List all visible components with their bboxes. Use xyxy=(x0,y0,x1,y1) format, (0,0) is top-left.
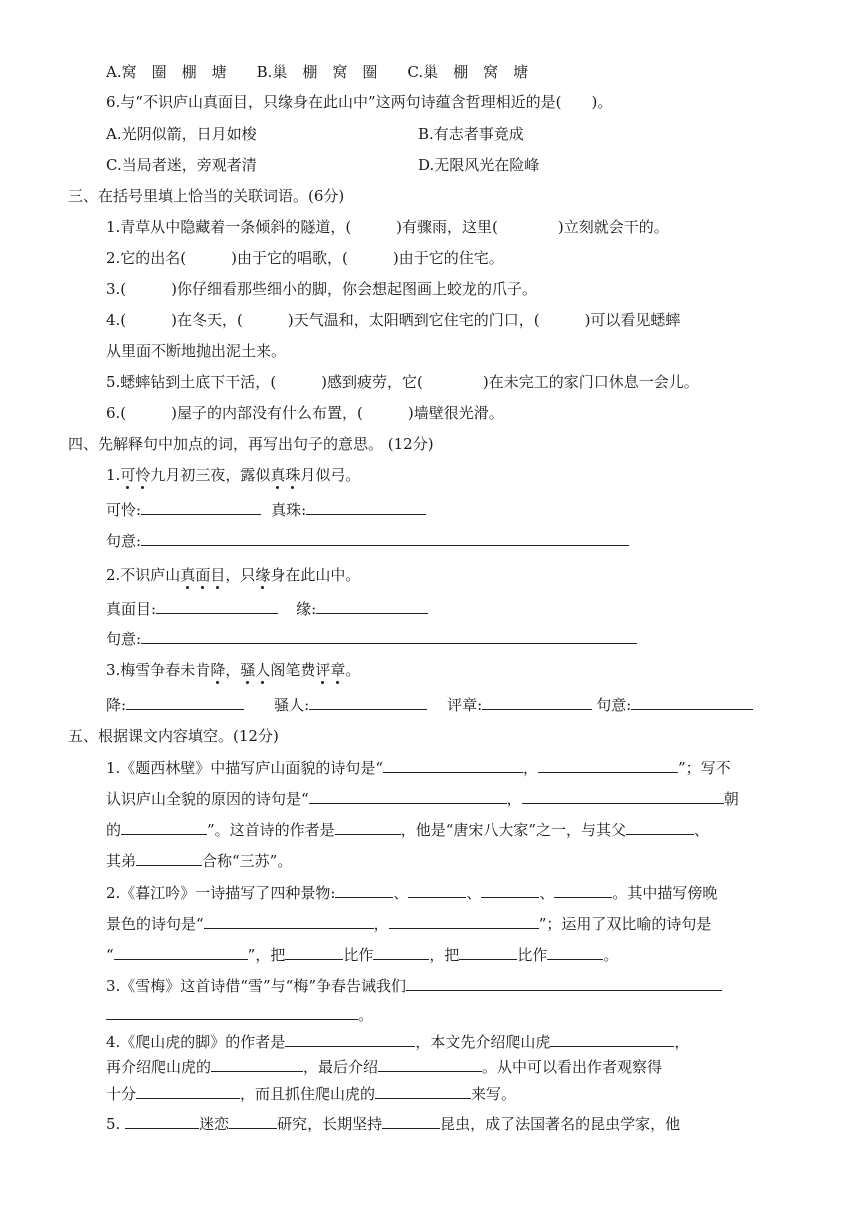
s3-item-5: 5.蟋蟀钻到土底下干活，( )感到疲劳，它( )在未完工的家门口休息一会儿。 xyxy=(106,373,699,391)
option-c[interactable]: C.巢 棚 窝 塘 xyxy=(407,63,529,81)
answer-blank[interactable] xyxy=(106,1004,358,1020)
s4-q3-prefix: 3.梅雪争春未肯 xyxy=(106,661,211,679)
s5-p4-line2 xyxy=(106,1056,662,1077)
s4-q1-prefix: 1. xyxy=(106,466,121,484)
text: 朝 xyxy=(723,790,739,808)
answer-blank[interactable] xyxy=(522,788,724,804)
answer-blank[interactable] xyxy=(481,882,539,898)
answer-blank[interactable] xyxy=(383,757,523,773)
answer-blank[interactable] xyxy=(482,694,592,710)
text: ，本文先介绍爬山虎 xyxy=(415,1033,551,1051)
section-4-title: 四、先解释句中加点的词，再写出句子的意思。 (12分) xyxy=(68,435,434,453)
text: 、 xyxy=(393,884,409,902)
answer-blank[interactable] xyxy=(306,499,426,515)
emphasis-char: 珠 xyxy=(285,466,301,484)
s3-item-4: 4.( )在冬天，( )天气温和，太阳晒到它住宅的门口，( )可以看见蟋蟀 xyxy=(106,311,681,329)
answer-blank[interactable] xyxy=(389,913,539,929)
text: 。 xyxy=(358,1006,374,1024)
text: 其弟 xyxy=(106,852,137,870)
answer-blank[interactable] xyxy=(373,944,429,960)
s5-p1-line4 xyxy=(106,850,292,871)
text: 、 xyxy=(694,821,710,839)
text: ，而且抓住爬山虎的 xyxy=(240,1085,376,1103)
field-label: 降: xyxy=(106,696,127,714)
answer-blank[interactable] xyxy=(547,944,603,960)
answer-blank[interactable] xyxy=(335,819,401,835)
section-3-title: 三、在括号里填上恰当的关联词语。(6分) xyxy=(68,187,345,205)
text: ，他是“唐宋八大家”之一，与其父 xyxy=(400,821,627,839)
text: 5. xyxy=(106,1115,126,1133)
emphasis-char: 真 xyxy=(270,466,286,484)
answer-blank[interactable] xyxy=(316,598,428,614)
s4-sentence-1 xyxy=(106,465,360,485)
answer-blank[interactable] xyxy=(408,882,466,898)
answer-blank[interactable] xyxy=(125,1113,199,1129)
text: 来写。 xyxy=(471,1085,517,1103)
answer-blank[interactable] xyxy=(554,882,612,898)
s4-q1-meaning-row xyxy=(106,530,629,551)
s4-q3-mid2: 阁笔费 xyxy=(270,661,316,679)
s5-p4-line3 xyxy=(106,1083,516,1104)
text: ”。这首诗的作者是 xyxy=(207,821,335,839)
question-6-stem: 6.与“不识庐山真面目，只缘身在此山中”这两句诗蕴含哲理相近的是( )。 xyxy=(106,93,613,111)
dotted-word xyxy=(315,661,345,679)
s4-q3-end: 。 xyxy=(345,661,361,679)
text: ， xyxy=(506,790,522,808)
s5-p1-line1 xyxy=(106,757,731,778)
option-row xyxy=(106,62,528,82)
text: ， xyxy=(674,1033,690,1051)
s4-sentence-3 xyxy=(106,660,360,680)
s5-p2-line3 xyxy=(106,944,618,965)
answer-blank[interactable] xyxy=(126,694,244,710)
q6-option-b[interactable]: B.有志者事竟成 xyxy=(418,125,524,143)
answer-blank[interactable] xyxy=(285,1031,415,1047)
s3-item-6: 6.( )屋子的内部没有什么布置，( )墙壁很光滑。 xyxy=(106,404,504,422)
text: 认识庐山全貌的原因的诗句是“ xyxy=(106,790,309,808)
text: ，把 xyxy=(429,946,460,964)
text: 研究，长期坚持 xyxy=(277,1115,383,1133)
answer-blank[interactable] xyxy=(141,499,261,515)
field-label: 真珠: xyxy=(271,501,307,519)
answer-blank[interactable] xyxy=(156,598,278,614)
emphasis-char: 真 xyxy=(180,566,196,584)
s4-q2-prefix: 2.不识庐山 xyxy=(106,566,181,584)
text: 再介绍爬山虎的 xyxy=(106,1058,212,1076)
field-label: 句意: xyxy=(106,532,142,550)
answer-blank[interactable] xyxy=(229,1113,277,1129)
emphasis-char: 缘 xyxy=(255,566,271,584)
emphasis-char: 面 xyxy=(195,566,211,584)
emphasis-char: 怜 xyxy=(135,466,151,484)
s4-q1-answer-row xyxy=(106,499,426,520)
text: 。 xyxy=(603,946,619,964)
s5-p3-line2 xyxy=(106,1004,373,1025)
answer-blank[interactable] xyxy=(309,694,427,710)
answer-blank[interactable] xyxy=(459,944,517,960)
answer-blank[interactable] xyxy=(550,1031,674,1047)
s4-q1-end: 月似弓。 xyxy=(300,466,361,484)
text: ”；运用了双比喻的诗句是 xyxy=(538,915,712,933)
text: 比作 xyxy=(517,946,548,964)
option-b[interactable]: B.巢 棚 窝 圈 xyxy=(256,63,378,81)
text: 。其中描写傍晚 xyxy=(612,884,718,902)
s5-p2-line2 xyxy=(106,913,711,934)
answer-blank[interactable] xyxy=(204,913,374,929)
answer-blank[interactable] xyxy=(382,1113,440,1129)
text: ”；写不 xyxy=(678,759,731,777)
dotted-word xyxy=(210,661,225,679)
emphasis-char: 评 xyxy=(315,661,331,679)
emphasis-char: 降 xyxy=(210,661,226,679)
text: 、 xyxy=(539,884,555,902)
text: 3.《雪梅》这首诗借“雪”与“梅”争春告诫我们 xyxy=(106,977,406,995)
text: “ xyxy=(106,946,114,964)
s4-q3-mid: ， xyxy=(225,661,241,679)
q6-option-a[interactable]: A.光阴似箭，日月如梭 xyxy=(106,125,257,143)
s4-q2-answer-row xyxy=(106,598,428,619)
answer-blank[interactable] xyxy=(335,882,393,898)
answer-blank[interactable] xyxy=(121,819,207,835)
text: 1.《题西林壁》中描写庐山面貌的诗句是“ xyxy=(106,759,383,777)
text: 。从中可以看出作者观察得 xyxy=(482,1058,663,1076)
s5-p2-line1 xyxy=(106,882,717,903)
emphasis-char: 目 xyxy=(210,566,226,584)
answer-blank[interactable] xyxy=(378,1056,482,1072)
answer-blank[interactable] xyxy=(309,788,507,804)
answer-blank[interactable] xyxy=(375,1083,471,1099)
answer-blank[interactable] xyxy=(406,975,722,991)
dotted-word xyxy=(120,466,150,484)
s5-p1-line2 xyxy=(106,788,739,809)
q6-option-d[interactable]: D.无限风光在险峰 xyxy=(418,156,540,174)
s4-q1-mid: 九月初三夜，露似 xyxy=(150,466,271,484)
s5-p5-line1 xyxy=(106,1113,680,1134)
dotted-word xyxy=(180,566,225,584)
field-label: 句意: xyxy=(106,630,142,648)
answer-blank[interactable] xyxy=(114,944,248,960)
text: ， xyxy=(373,915,389,933)
s3-item-2: 2.它的出名( )由于它的唱歌，( )由于它的住宅。 xyxy=(106,249,504,267)
emphasis-char: 人 xyxy=(255,661,271,679)
field-label: 缘: xyxy=(296,600,317,618)
dotted-word xyxy=(240,661,270,679)
text: 合称“三苏”。 xyxy=(202,852,293,870)
answer-blank[interactable] xyxy=(136,1083,240,1099)
option-a[interactable]: A.窝 圈 棚 塘 xyxy=(106,63,227,81)
s4-q3-answer-row xyxy=(106,694,753,715)
answer-blank[interactable] xyxy=(136,850,202,866)
s5-p4-line1 xyxy=(106,1031,689,1052)
s4-q2-meaning-row xyxy=(106,628,637,649)
dotted-word xyxy=(270,466,300,484)
text: 、 xyxy=(466,884,482,902)
text: 迷恋 xyxy=(199,1115,230,1133)
field-label: 真面目: xyxy=(106,600,157,618)
dotted-word xyxy=(255,566,270,584)
emphasis-char: 骚 xyxy=(240,661,256,679)
text: 景色的诗句是“ xyxy=(106,915,204,933)
answer-blank[interactable] xyxy=(631,694,753,710)
answer-blank[interactable] xyxy=(538,757,678,773)
section-5-title: 五、根据课文内容填空。(12分) xyxy=(68,727,279,745)
s4-q2-end: 身在此山中。 xyxy=(270,566,361,584)
text: 的 xyxy=(106,821,122,839)
text: 2.《暮江吟》一诗描写了四种景物: xyxy=(106,884,336,902)
answer-blank[interactable] xyxy=(626,819,694,835)
emphasis-char: 章 xyxy=(330,661,346,679)
s4-q2-mid: ，只 xyxy=(225,566,256,584)
s5-p1-line3 xyxy=(106,819,709,840)
s4-sentence-2 xyxy=(106,565,360,585)
answer-blank[interactable] xyxy=(285,944,343,960)
field-label: 可怜: xyxy=(106,501,142,519)
q6-option-c[interactable]: C.当局者迷，旁观者清 xyxy=(106,156,257,174)
text: 十分 xyxy=(106,1085,137,1103)
text: 4.《爬山虎的脚》的作者是 xyxy=(106,1033,286,1051)
answer-blank[interactable] xyxy=(141,530,629,546)
s5-p3-line1 xyxy=(106,975,722,996)
field-label: 句意: xyxy=(596,696,632,714)
emphasis-char: 可 xyxy=(120,466,136,484)
answer-blank[interactable] xyxy=(211,1056,303,1072)
text: 比作 xyxy=(343,946,374,964)
text: ，最后介绍 xyxy=(303,1058,379,1076)
s3-item-3: 3.( )你仔细看那些细小的脚，你会想起图画上蛟龙的爪子。 xyxy=(106,280,538,298)
text: 昆虫，成了法国著名的昆虫学家，他 xyxy=(440,1115,681,1133)
s3-item-1: 1.青草从中隐藏着一条倾斜的隧道，( )有骤雨，这里( )立刻就会干的。 xyxy=(106,218,669,236)
text: ， xyxy=(522,759,538,777)
text: ”，把 xyxy=(247,946,286,964)
s3-item-4-cont: 从里面不断地抛出泥土来。 xyxy=(106,342,287,360)
field-label: 骚人: xyxy=(274,696,310,714)
answer-blank[interactable] xyxy=(141,628,637,644)
field-label: 评章: xyxy=(447,696,483,714)
